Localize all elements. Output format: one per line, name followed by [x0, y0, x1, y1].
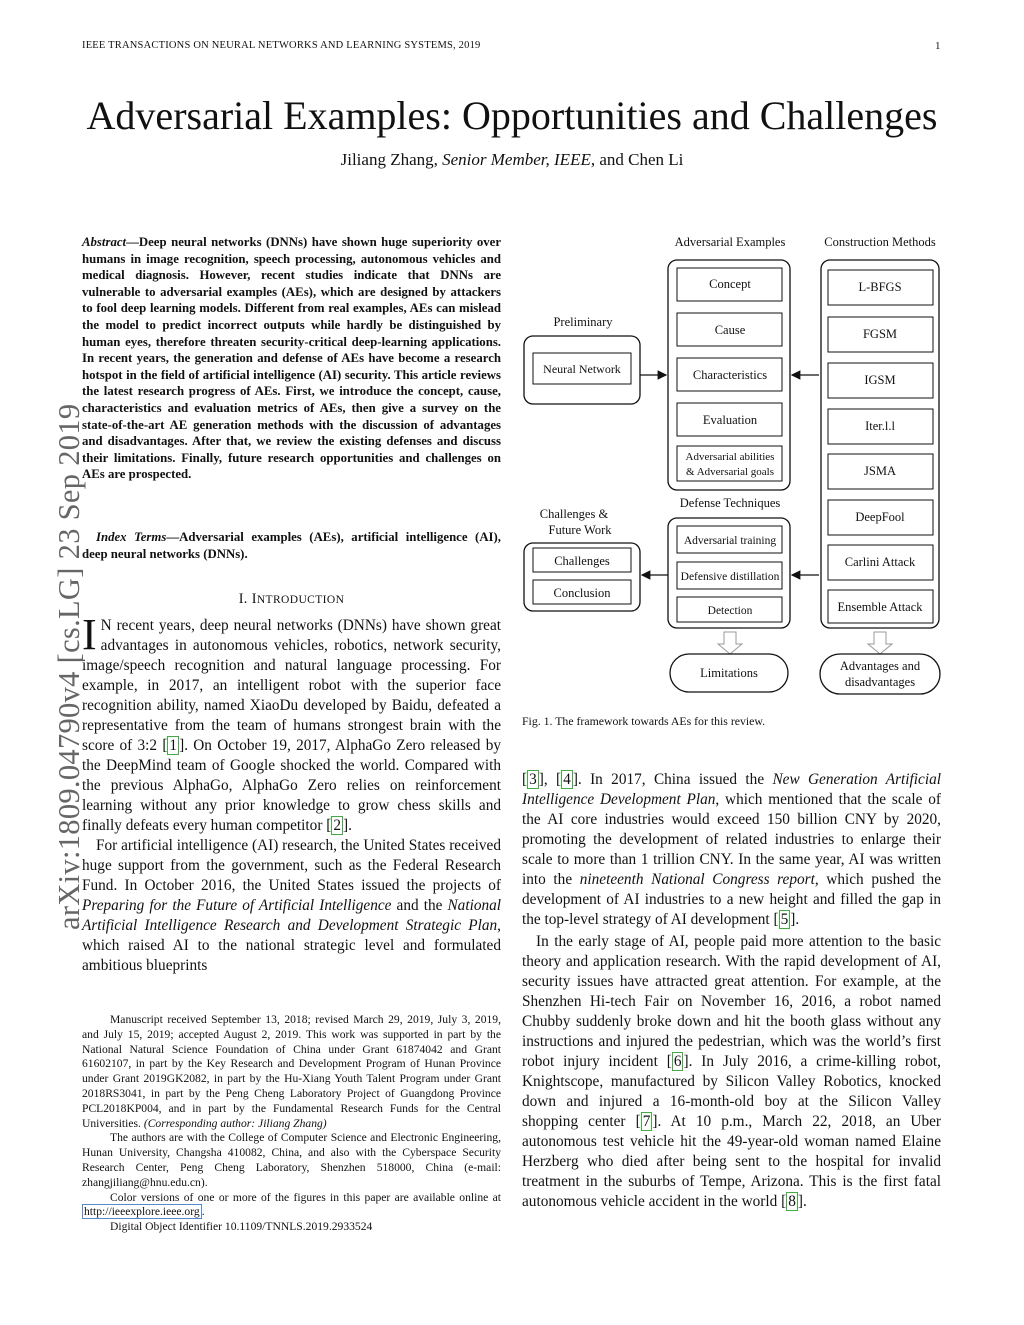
- right-p2-a: In the early stage of AI, people paid more attention to the basic theory and application research. With the rapid development of AI, security issues have attracted great attention. For example, at the Shenzhen Hi-tech Fair on November 16, 2016, a robot named Chubby suddenly broke down and hit the booth glass without any instructions and injured the pedestrian, which was the world’s first robot injury incident: [522, 933, 941, 1070]
- method-lbfgs: L-BFGS: [858, 280, 902, 294]
- group-label-defense: Defense Techniques: [679, 496, 781, 510]
- group-label-challenges-2: Future Work: [548, 523, 612, 537]
- citation-link[interactable]: 7: [642, 1113, 651, 1130]
- method-jsma: JSMA: [864, 464, 896, 478]
- limitations-label: Limitations: [700, 666, 758, 680]
- footnote-p1: Manuscript received September 13, 2018; revised March 29, 2019, July 3, 2019, and July 15, 2019; accepted August 2, 2019. This work was supported in part by the National Natural Science Foundation of China under Grant 61874042 and Grant 61602107, in part by the Key Research and Development Program of Hunan Province under Grant 2019GK2082, in part by the Hu-Xiang Youth Talent Program under Grant 2018RS3041, in part by the Peng Cheng Laboratory Project of Guangdong Province PCL2018KP004, and in part by the Fundamental Research Funds for the Central Universities.: [82, 1013, 501, 1130]
- figure-caption: Fig. 1. The framework towards AEs for this review.: [522, 714, 766, 728]
- defense-distillation: Defensive distillation: [680, 571, 780, 583]
- drop-cap: I: [82, 610, 97, 659]
- paper-title: Adversarial Examples: Opportunities and Challenges: [86, 93, 938, 138]
- index-terms-dash: —: [166, 530, 180, 544]
- citation-link[interactable]: 4: [563, 771, 571, 788]
- right-p1-d: .: [795, 911, 800, 928]
- citation-separator: ,: [543, 771, 557, 788]
- abstract-dash: —: [126, 235, 139, 249]
- arrow-methods-to-advantages: [868, 632, 892, 654]
- arxiv-stamp: arXiv:1809.04790v4 [cs.LG] 23 Sep 2019: [52, 403, 86, 930]
- intro-paragraph-2: [82, 836, 501, 976]
- arrow-defense-to-limitations: [718, 632, 742, 654]
- right-p2-c: . At 10 p.m., March 22, 2018, an Uber autonomous test vehicle hit the 49-year-old woman named Elaine Herzberg who died after being sent to the hospital for invalid treatment in the suburbs of Tempe, Arizona. This is the first fatal autonomous vehicle accident in the world: [522, 1113, 941, 1210]
- right-p1-c: , which pushed the development of AI industries to a new height and filled the gap in the top-level strategy of AI development: [522, 871, 941, 928]
- section-numeral: I.: [238, 591, 252, 607]
- neural-network-item: Neural Network: [543, 362, 621, 376]
- method-iterll: Iter.l.l: [865, 419, 895, 433]
- framework-figure: [518, 230, 948, 700]
- page-number: 1: [935, 40, 941, 52]
- defense-adversarial-training: Adversarial training: [683, 535, 777, 547]
- ae-item-abilities-2: & Adversarial goals: [686, 466, 774, 478]
- ae-item-concept: Concept: [709, 277, 751, 291]
- right-column-body: [522, 770, 941, 1212]
- intro-p2-a: For artificial intelligence (AI) research, the United States received huge support from the government, such as the Federal Research Fund. In October 2016, the United States issued the projects of: [82, 837, 501, 894]
- footnote-doi: Digital Object Identifier 10.1109/TNNLS.2019.2933524: [110, 1220, 373, 1234]
- running-header: IEEE TRANSACTIONS ON NEURAL NETWORKS AND LEARNING SYSTEMS, 2019: [82, 40, 481, 51]
- citation-link[interactable]: 2: [333, 817, 342, 834]
- author-role: Senior Member, IEEE: [442, 150, 591, 169]
- intro-paragraph-1: I N recent years, deep neural networks (DNNs) have shown great advantages in autonomous vehicles, robotics, network security, image/speech recognition and natural language processing. For example, in 2017, an intelligent robot with the superior face recognition ability, named XiaoDu developed by Baidu, defeated a representative from the team of humans strongest brain with the score of 3:2 [ 1 ]. On October 19, 2017, AlphaGo Zero released by the DeepMind team of Google shocked the world. Compared with the previous AlphaGo, AlphaGo Zero relies on reinforcement learning without any prior knowledge to grow chess skills and finally defeats every human competitor [ 2 ].: [82, 610, 501, 834]
- index-terms-text: Adversarial examples (AEs), artificial intelligence (AI), deep neural networks (DNNs).: [82, 530, 501, 561]
- method-igsm: IGSM: [864, 373, 896, 387]
- footnote-corresponding: (Corresponding author: Jiliang Zhang): [143, 1116, 327, 1130]
- ae-item-evaluation: Evaluation: [702, 413, 758, 427]
- method-fgsm: FGSM: [862, 327, 898, 341]
- right-p1-a: . In 2017, China issued the: [577, 771, 773, 788]
- footnote-affiliation: The authors are with the College of Computer Science and Electronic Engineering, Hunan University, Changsha 410082, China, and also with the Cyberspace Security Research Center, Peng Cheng Laboratory, Shenzhen 518000, China (e-mail: zhangjiliang@hnu.edu.cn).: [82, 1131, 501, 1189]
- advantages-label-2: disadvantages: [844, 675, 916, 689]
- intro-p1-mid: . On October 19, 2017, AlphaGo Zero released by the DeepMind team of Google shocked the world. Compared with the previous AlphaGo, AlphaGo Zero relies on reinforcement learning without any prior knowledge to grow chess skills and finally defeats every human competitor: [82, 737, 501, 834]
- citation-link[interactable]: 5: [780, 911, 789, 928]
- footnote-p3-a: Color versions of one or more of the figures in this paper are available online at: [110, 1190, 501, 1204]
- citation-link[interactable]: 6: [673, 1053, 682, 1070]
- right-paragraph-2: In the early stage of AI, people paid more attention to the basic theory and application research. With the rapid development of AI, security issues have attracted great attention. For example, at the Shenzhen Hi-tech Fair on November 16, 2016, a robot named Chubby suddenly broke down and hit the booth glass without any instructions and injured the pedestrian, which was the world’s first robot injury incident [ 6 ]. In July 2016, a crime-killing robot, Knightscope, manufactured by Silicon Valley Robotics, knocked down and injured a 16-month-old boy at the Silicon Valley shopping center [ 7 ]. At 10 p.m., March 22, 2018, an Uber autonomous test vehicle hit the 49-year-old woman named Elaine Herzberg who died after being sent to the hospital for invalid treatment in the suburbs of Tempe, Arizona. This is the first fatal autonomous vehicle accident in the world [ 8 ].: [522, 933, 942, 1210]
- section-first-letter: I: [251, 591, 257, 607]
- group-label-adversarial: Adversarial Examples: [674, 235, 786, 249]
- method-deepfool: DeepFool: [855, 510, 905, 524]
- right-paragraph-1: [ 3 ], [ 4 ]. In 2017, China issued the New Generation Artificial Intelligence Development Plan, which mentioned that the scale of the AI core industries would exceed 150 billion CNY by 2020, promoting the development of related industries to enlarge their scale to more than 1 trillion CNY. In the same year, AI was written into the nineteenth National Congress report, which pushed the development of AI industries to a new height and filled the gap in the top-level strategy of AI development [ 5 ].: [522, 771, 941, 928]
- ieeexplore-link[interactable]: http://ieeexplore.ieee.org: [84, 1205, 200, 1219]
- ae-item-abilities-1: Adversarial abilities: [685, 451, 775, 463]
- ae-item-characteristics: Characteristics: [692, 368, 768, 382]
- footnote-color: [82, 1191, 501, 1221]
- right-p2-d: .: [803, 1193, 807, 1210]
- index-terms: [82, 529, 501, 562]
- ae-item-cause: Cause: [714, 323, 746, 337]
- abstract-label: Abstract: [82, 235, 127, 249]
- right-p1-b: , which mentioned that the scale of the AI core industries would exceed 150 billion CNY by 2020, promoting the development of related industries to enlarge their scale to more than 1 trillion CNY. In the same year, AI was written into the: [522, 791, 941, 888]
- author-names: Jiliang Zhang,: [340, 150, 443, 169]
- footnote-p3-b: .: [201, 1205, 205, 1219]
- section-title-rest: NTRODUCTION: [256, 594, 345, 606]
- author-line: [0, 150, 1024, 170]
- group-label-construction: Construction Methods: [824, 235, 936, 249]
- introduction-body: [82, 610, 502, 976]
- abstract-text: Deep neural networks (DNNs) have shown huge superiority over humans in image recognition, speech processing, autonomous vehicles and medical diagnosis. However, recent studies indicate that DNNs are vulnerable to adversarial examples (AEs), which are designed by attackers to fool deep learning models. Different from real examples, AEs can mislead the model to predict incorrect outputs while hardly be distinguished by human eyes, therefore threaten security-critical deep-learning applications. In recent years, the generation and defense of AEs have become a research hotspot in the field of artificial intelligence (AI) security. This article reviews the latest research progress of AEs. First, we introduce the concept, cause, characteristics and evaluation metrics of AEs, then give a survey on the state-of-the-art AE generation methods with the discussion of advantages and disadvantages. After that, we review the existing defenses and discuss their limitations. Finally, future research opportunities and challenges on AEs are prospected.: [82, 235, 501, 482]
- group-label-challenges-1: Challenges &: [539, 507, 609, 521]
- intro-p2-italic-2: National Artificial Intelligence Research and Development Strategic Plan: [82, 897, 502, 934]
- conclusion-item: Conclusion: [553, 586, 611, 600]
- right-p2-b: . In July 2016, a crime-killing robot, Knightscope, manufactured by Silicon Valley Robotics, knocked down and injured a 16-month-old boy at the Silicon Valley shopping center: [522, 1053, 942, 1130]
- citation-link[interactable]: 8: [788, 1193, 796, 1210]
- citation-link[interactable]: 1: [169, 737, 178, 754]
- intro-p2-b: and the: [391, 897, 448, 914]
- footnote-manuscript: [82, 1013, 501, 1131]
- section-heading-introduction: [82, 591, 501, 608]
- right-p1-italic-1: New Generation Artificial Intelligence Development Plan: [522, 771, 941, 808]
- citation-link[interactable]: 3: [529, 771, 537, 788]
- group-label-preliminary: Preliminary: [553, 315, 613, 329]
- method-ensemble: Ensemble Attack: [837, 600, 923, 614]
- intro-p2-italic-1: Preparing for the Future of Artificial Intelligence: [82, 897, 392, 914]
- footnote: [82, 1013, 501, 1235]
- author-rest: , and Chen Li: [590, 150, 684, 169]
- construction-method-list: [828, 270, 933, 623]
- advantages-label-1: Advantages and: [839, 659, 921, 673]
- intro-p1-end: .: [348, 817, 352, 834]
- intro-p1-text: N recent years, deep neural networks (DNNs) have shown great advantages in autonomous vehicles, robotics, network security, image/speech recognition and natural language processing. For example, in 2017, an intelligent robot with the superior face recognition ability, named XiaoDu developed by Baidu, defeated a representative from the team of humans strongest brain with the score of 3:2: [82, 617, 501, 754]
- challenges-item: Challenges: [554, 554, 610, 568]
- method-carlini: Carlini Attack: [844, 555, 916, 569]
- index-terms-label: Index Terms: [96, 530, 167, 544]
- defense-detection: Detection: [707, 605, 753, 617]
- right-p1-italic-2: nineteenth National Congress report: [579, 871, 815, 888]
- intro-p2-c: , which raised AI to the national strategic level and formulated ambitious blueprints: [82, 917, 501, 974]
- abstract: [82, 234, 501, 483]
